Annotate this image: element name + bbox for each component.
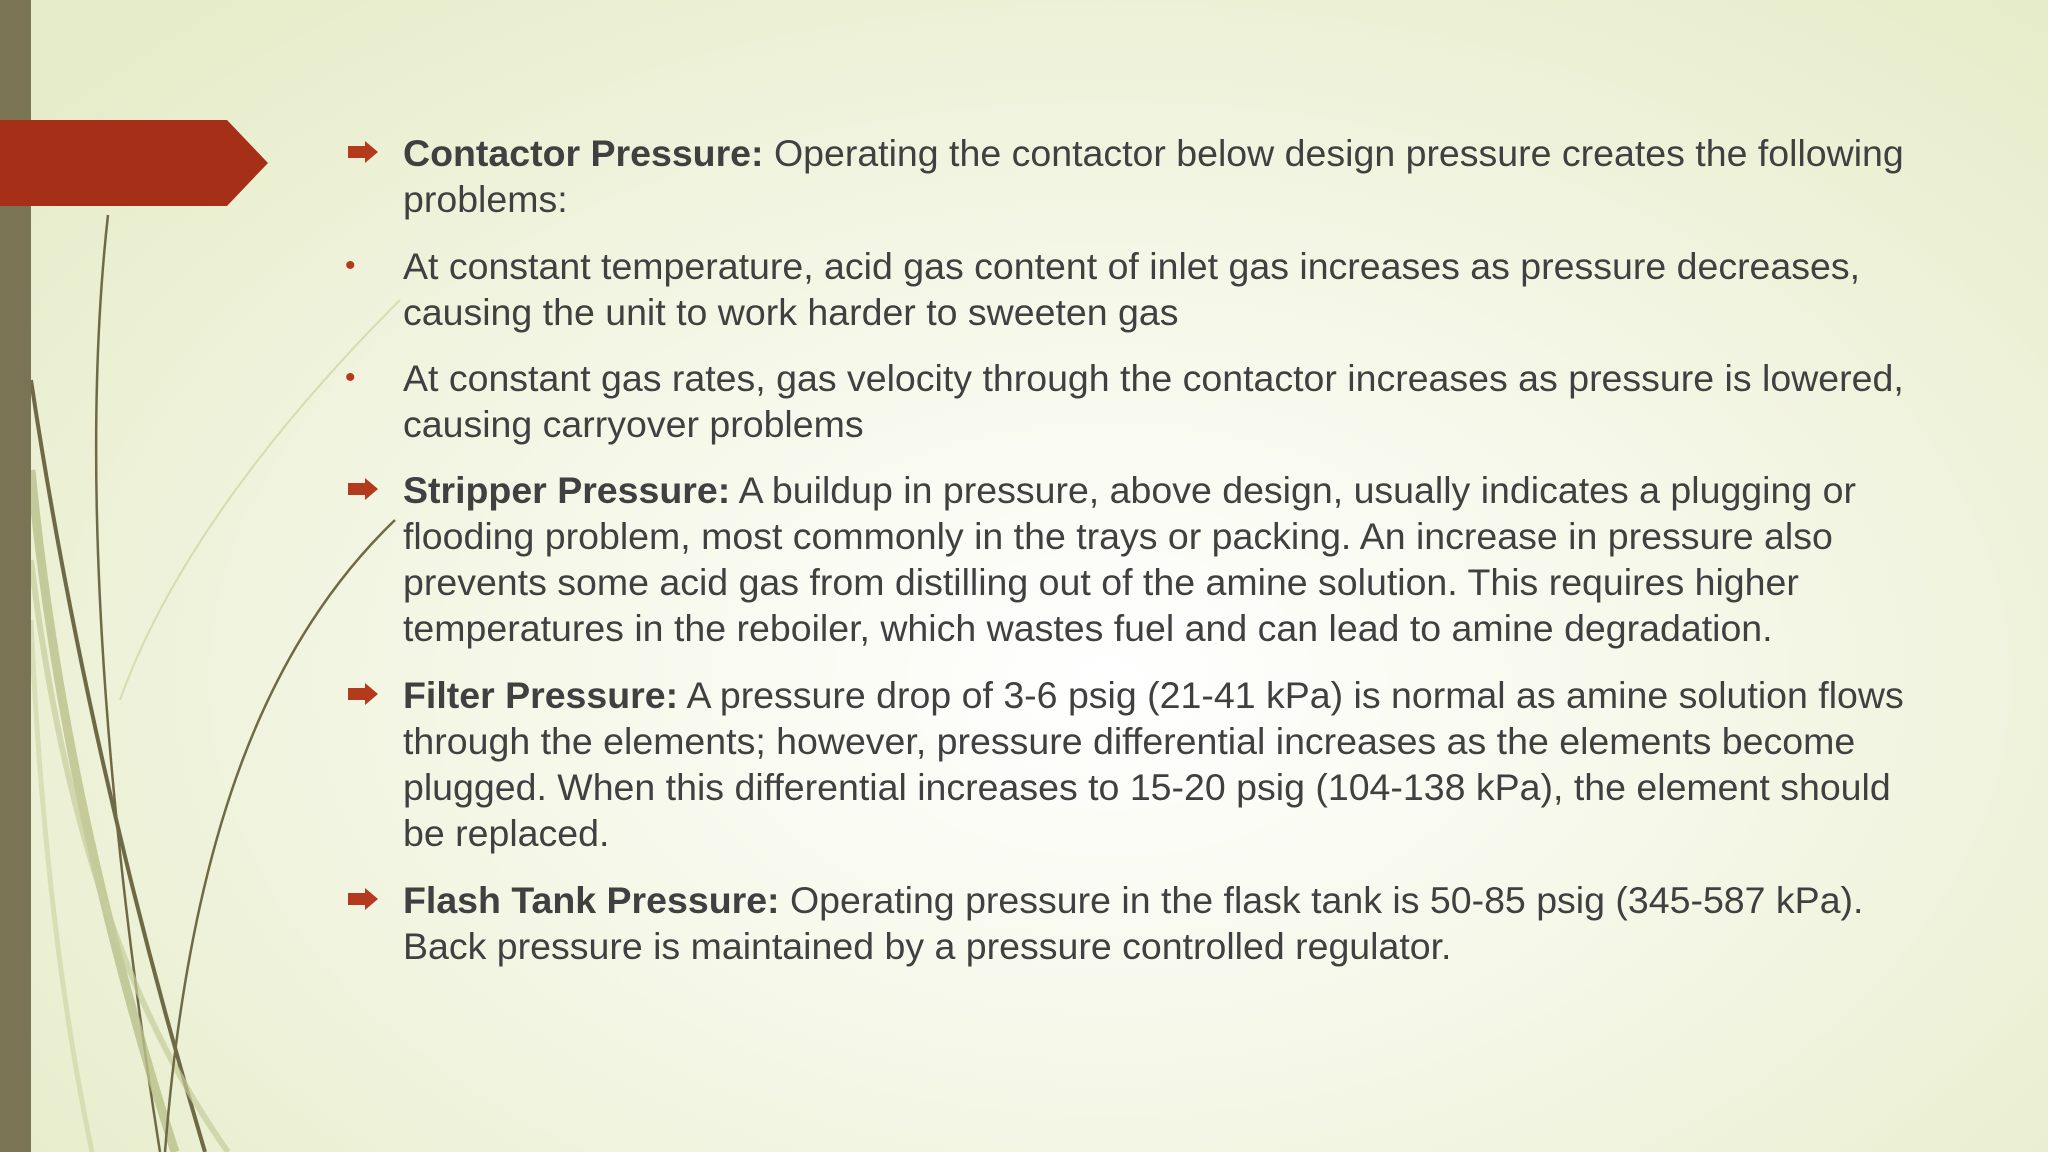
item-text: At constant temperature, acid gas content of inlet gas increases as pressure decreases, causing the unit to work harder to sweeten gas [403, 245, 1861, 333]
bullet-item-constant-temperature [342, 243, 1912, 335]
item-text: A buildup in pressure, above design, usually indicates a plugging or flooding problem, most commonly in the trays or packing. An increase in pressure also prevents some acid gas from distilling out of the amine solution. This requires higher temperatures in the reboiler, which wastes fuel and can lead to amine degradation. [403, 469, 1856, 649]
item-text: A pressure drop of 3-6 psig (21-41 kPa) is normal as amine solution flows through the elements; however, pressure differential increases as the elements become plugged. When this differential increases to 15-20 psig (104-138 kPa), the element should be replaced. [403, 674, 1904, 854]
item-text: Operating pressure in the flask tank is 50-85 psig (345-587 kPa). Back pressure is maintained by a pressure controlled regulator. [403, 879, 1864, 967]
arrow-bullet-icon [348, 478, 378, 500]
item-heading: Stripper Pressure: [403, 469, 731, 511]
red-arrow-tab [0, 120, 270, 206]
arrow-bullet-icon [348, 141, 378, 163]
slide-content [342, 130, 1912, 990]
item-text: Operating the contactor below design pressure creates the following problems: [403, 132, 1904, 220]
dot-bullet-icon: • [345, 249, 356, 282]
bullet-item-flash-tank-pressure [342, 877, 1912, 969]
bullet-item-contactor-pressure [342, 130, 1912, 222]
item-heading: Flash Tank Pressure: [403, 879, 780, 921]
bullet-item-constant-gas-rates [342, 355, 1912, 447]
item-heading: Contactor Pressure: [403, 132, 764, 174]
item-heading: Filter Pressure: [403, 674, 679, 716]
bullet-item-filter-pressure [342, 672, 1912, 856]
arrow-bullet-icon [348, 683, 378, 705]
dot-bullet-icon: • [345, 361, 356, 394]
item-text: At constant gas rates, gas velocity through the contactor increases as pressure is lowered, causing carryover problems [403, 357, 1904, 445]
bullet-item-stripper-pressure [342, 467, 1912, 651]
arrow-bullet-icon [348, 888, 378, 910]
